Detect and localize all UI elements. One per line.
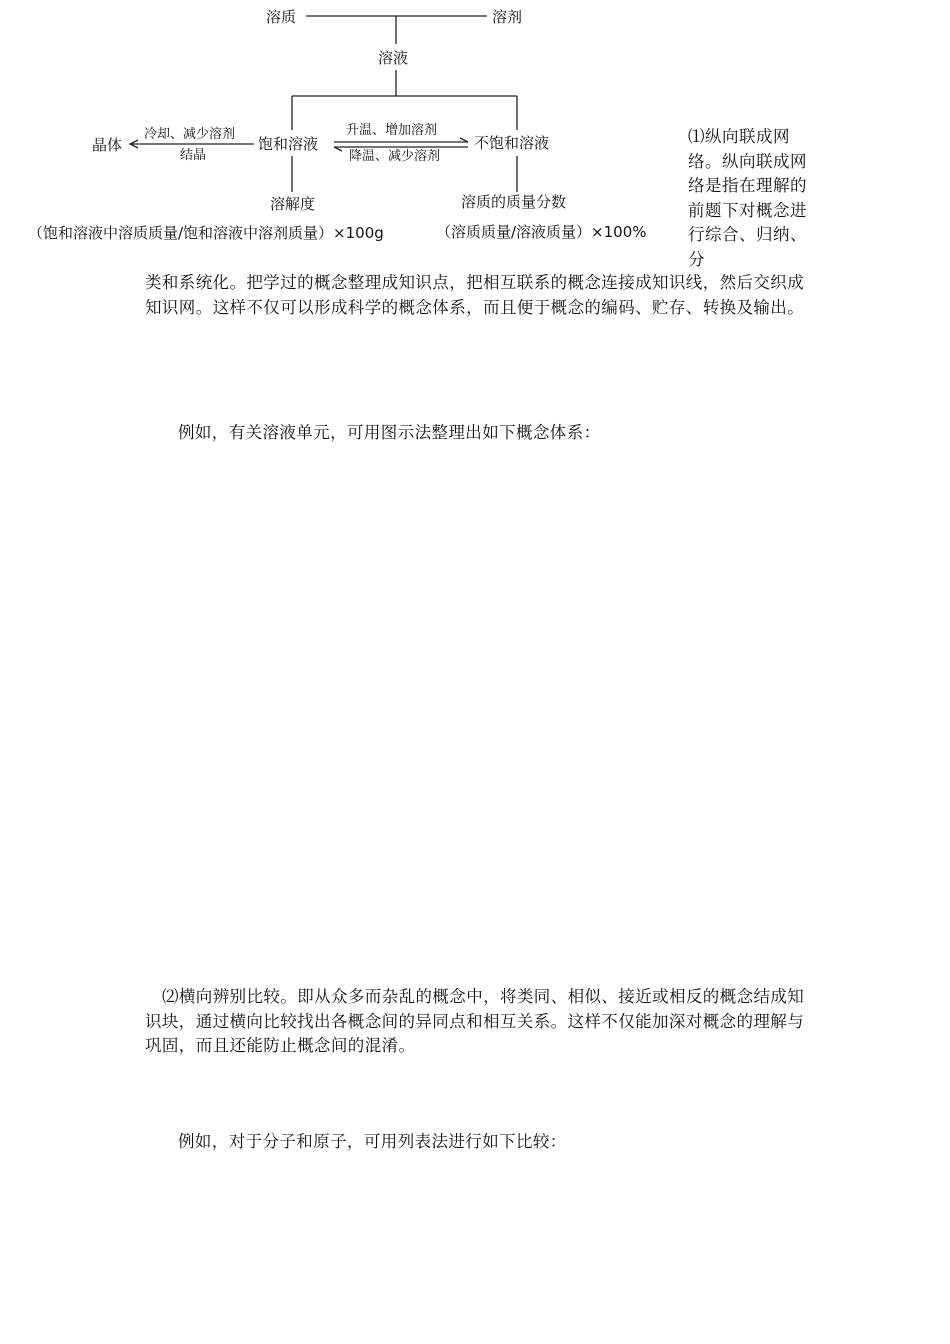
solute-label: 溶质	[266, 8, 297, 26]
fraction-formula: （溶质质量/溶液质量）×100%	[436, 223, 647, 241]
paragraph-vertical-network: 类和系统化。把学过的概念整理成知识点，把相互联系的概念连接成知识线，然后交织成知识网。这样不仅可以形成科学的概念体系，而且便于概念的编码、贮存、转换及输出。	[145, 273, 805, 317]
solubility-label: 溶解度	[270, 195, 316, 213]
mass-fraction-label: 溶质的质量分数	[461, 193, 567, 211]
solvent-label: 溶剂	[492, 8, 523, 26]
paragraph-example-solution: 例如，有关溶液单元，可用图示法整理出如下概念体系：	[178, 423, 601, 442]
cool-reduce-label: 冷却、减少溶剂	[144, 127, 236, 142]
crystal-label: 晶体	[92, 136, 123, 154]
side-paragraph: ⑴纵向联成网络。纵向联成网络是指在理解的前题下对概念进行综合、归纳、分	[688, 127, 807, 269]
solution-label: 溶液	[378, 49, 409, 67]
saturated-label: 饱和溶液	[258, 135, 319, 153]
solubility-formula: （饱和溶液中溶质质量/饱和溶液中溶剂质量）×100g	[28, 224, 384, 242]
heat-add-label: 升温、增加溶剂	[346, 123, 438, 138]
paragraph-example-molecule: 例如，对于分子和原子，可用列表法进行如下比较：	[178, 1132, 567, 1151]
unsaturated-label: 不饱和溶液	[474, 134, 550, 152]
crystallize-label: 结晶	[180, 148, 207, 163]
paragraph-horizontal-compare: ⑵横向辨别比较。即从众多而杂乱的概念中，将类同、相似、接近或相反的概念结成知识块，通过横向比较找出各概念间的异同点和相互关系。这样不仅能加深对概念的理解与巩固，而且还能防止概念间的混淆。	[145, 987, 805, 1055]
cool-reduce2-label: 降温、减少溶剂	[349, 149, 441, 164]
